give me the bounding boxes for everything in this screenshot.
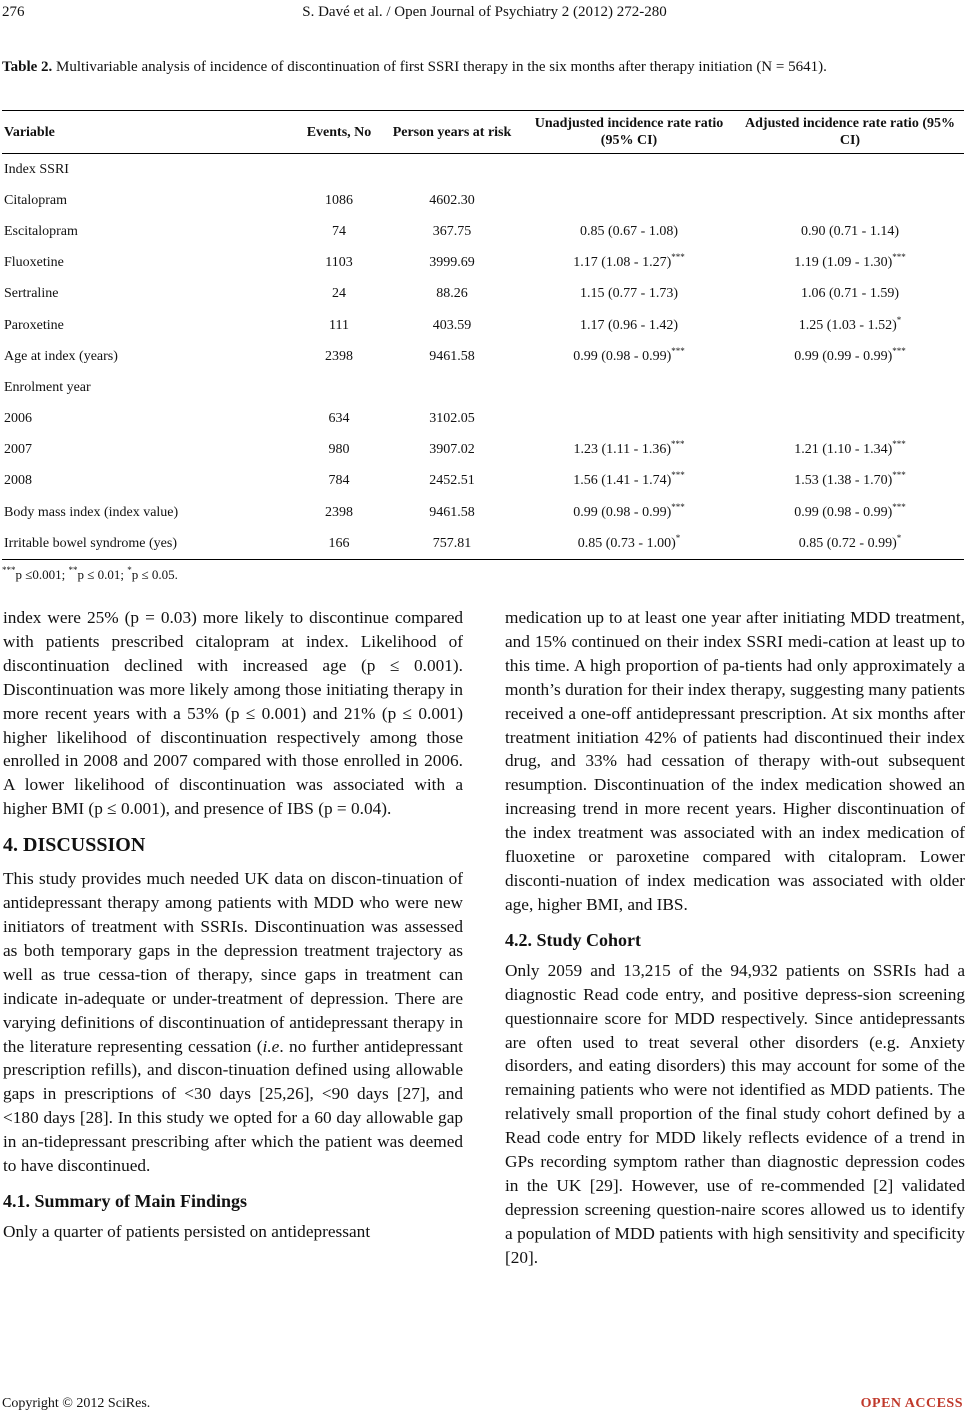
cell-events-text: 980 bbox=[328, 442, 350, 458]
table-row bbox=[2, 279, 964, 310]
cell-adjusted-irr bbox=[736, 435, 964, 466]
cell-variable bbox=[2, 216, 296, 247]
cell-variable-text: 2008 bbox=[4, 473, 32, 489]
cell-variable-text: Irritable bowel syndrome (yes) bbox=[4, 535, 177, 551]
cell-unadjusted-irr-text: 1.17 (1.08 - 1.27) bbox=[573, 255, 672, 271]
cell-variable-text: Paroxetine bbox=[4, 317, 64, 333]
section-heading-discussion: 4. DISCUSSION bbox=[3, 834, 146, 857]
cell-adjusted-irr-text: 0.99 (0.98 - 0.99) bbox=[794, 504, 893, 520]
cell-unadjusted-irr bbox=[522, 404, 736, 435]
footnote-marker: *** bbox=[2, 565, 16, 575]
cell-variable-text: Citalopram bbox=[4, 192, 67, 208]
cell-variable bbox=[2, 341, 296, 372]
cell-variable bbox=[2, 435, 296, 466]
cell-person-years bbox=[382, 435, 522, 466]
footnote-text: p ≤ 0.01; bbox=[77, 567, 128, 582]
significance-marker: *** bbox=[892, 470, 906, 481]
cell-adjusted-irr bbox=[736, 216, 964, 247]
right-column bbox=[505, 606, 965, 1270]
cell-events bbox=[296, 404, 382, 435]
table-body bbox=[2, 154, 964, 560]
cell-variable-text: Age at index (years) bbox=[4, 348, 118, 364]
table-row bbox=[2, 435, 964, 466]
page-header bbox=[0, 4, 969, 24]
cell-events-text: 24 bbox=[332, 286, 346, 302]
significance-marker: * bbox=[675, 532, 681, 543]
page-number: 276 bbox=[2, 4, 25, 20]
cell-unadjusted-irr bbox=[522, 435, 736, 466]
cell-unadjusted-irr bbox=[522, 497, 736, 528]
cell-variable bbox=[2, 497, 296, 528]
significance-marker: *** bbox=[892, 345, 906, 356]
table-caption-text: Multivariable analysis of incidence of discontinuation of first SSRI therapy in the six months after therapy initiation (N = 5641). bbox=[56, 59, 827, 75]
cell-variable-text: 2006 bbox=[4, 411, 32, 427]
cell-events bbox=[296, 435, 382, 466]
cell-adjusted-irr bbox=[736, 372, 964, 403]
column-header-adjusted: Adjusted incidence rate ratio (95% CI) bbox=[736, 111, 964, 154]
cell-person-years bbox=[382, 466, 522, 497]
cell-events bbox=[296, 466, 382, 497]
cell-adjusted-irr bbox=[736, 248, 964, 279]
significance-marker: *** bbox=[892, 439, 906, 450]
cell-variable bbox=[2, 466, 296, 497]
table-row bbox=[2, 248, 964, 279]
cell-unadjusted-irr-text: 0.85 (0.67 - 1.08) bbox=[580, 223, 678, 239]
cell-person-years-text: 9461.58 bbox=[429, 348, 475, 364]
cell-events-text: 1086 bbox=[325, 192, 353, 208]
table-row bbox=[2, 341, 964, 372]
paragraph: Only 2059 and 13,215 of the 94,932 patients on SSRIs had a diagnostic Read code entry, and positive depress-sion screening questionnaire score for MDD respectively. Since antidepressants are often used to treat several other disorders (e.g. Anxiety disorders, and eating disorders) this may account for some of the remaining patients who were not identified as MDD patients. The relatively small proportion of the final study cohort defined by a Read code entry for MDD likely reflects evidence of a trend in GPs recording symptom rather than diagnostic depression codes in the UK [29]. However, use of re-commended [2] validated depression screening question-naire scores allowed us to identify a population of MDD patients with high sensitivity and specificity [20]. bbox=[505, 960, 965, 1267]
cell-adjusted-irr-text: 1.06 (0.71 - 1.59) bbox=[801, 286, 899, 302]
table-row bbox=[2, 185, 964, 216]
cell-person-years-text: 88.26 bbox=[436, 286, 468, 302]
cell-person-years-text: 757.81 bbox=[432, 535, 472, 551]
significance-marker: *** bbox=[671, 501, 685, 512]
running-head: S. Davé et al. / Open Journal of Psychiatry 2 (2012) 272-280 bbox=[302, 4, 667, 20]
cell-adjusted-irr bbox=[736, 185, 964, 216]
cell-unadjusted-irr bbox=[522, 248, 736, 279]
paragraph bbox=[3, 867, 463, 1178]
cell-adjusted-irr bbox=[736, 528, 964, 560]
significance-marker: *** bbox=[892, 252, 906, 263]
cell-person-years bbox=[382, 372, 522, 403]
cell-unadjusted-irr-text: 1.15 (0.77 - 1.73) bbox=[580, 286, 678, 302]
italic-text: i.e bbox=[262, 1036, 280, 1056]
cell-adjusted-irr bbox=[736, 341, 964, 372]
cell-adjusted-irr bbox=[736, 466, 964, 497]
cell-adjusted-irr bbox=[736, 154, 964, 186]
cell-person-years-text: 3907.02 bbox=[429, 442, 475, 458]
cell-person-years bbox=[382, 154, 522, 186]
cell-adjusted-irr-text: 1.19 (1.09 - 1.30) bbox=[794, 255, 893, 271]
cell-person-years bbox=[382, 310, 522, 341]
cell-events bbox=[296, 154, 382, 186]
open-access-label: OPEN ACCESS bbox=[860, 1396, 963, 1411]
cell-events bbox=[296, 279, 382, 310]
cell-variable-text: Fluoxetine bbox=[4, 255, 64, 271]
cell-variable bbox=[2, 404, 296, 435]
table-row bbox=[2, 528, 964, 560]
cell-unadjusted-irr-text: 1.17 (0.96 - 1.42) bbox=[580, 317, 678, 333]
cell-events bbox=[296, 216, 382, 247]
paragraph-text: . no further antidepressant prescription refills), and discon-tinuation defined using allowable gaps in prescriptions of <30 days [25,26], <90 days [27], and <180 days [28]. In this study we opted for a 60 day allowable gap in an-tidepressant prescribing after which the patient was deemed to have discontinued. bbox=[3, 1036, 463, 1176]
significance-marker: *** bbox=[671, 470, 685, 481]
cell-unadjusted-irr-text: 1.56 (1.41 - 1.74) bbox=[573, 473, 672, 489]
cell-unadjusted-irr-text: 1.23 (1.11 - 1.36) bbox=[573, 442, 671, 458]
cell-person-years bbox=[382, 341, 522, 372]
cell-person-years-text: 4602.30 bbox=[429, 192, 475, 208]
cell-unadjusted-irr bbox=[522, 185, 736, 216]
cell-adjusted-irr-text: 0.90 (0.71 - 1.14) bbox=[801, 223, 899, 239]
cell-adjusted-irr-text: 0.99 (0.99 - 0.99) bbox=[794, 348, 893, 364]
cell-events-text: 111 bbox=[329, 317, 349, 333]
cell-variable-text: Enrolment year bbox=[4, 379, 91, 395]
cell-variable bbox=[2, 279, 296, 310]
cell-variable bbox=[2, 310, 296, 341]
table-header-row bbox=[2, 111, 964, 154]
table-row bbox=[2, 404, 964, 435]
cell-person-years-text: 3999.69 bbox=[429, 255, 475, 271]
cell-unadjusted-irr-text: 0.99 (0.98 - 0.99) bbox=[573, 504, 672, 520]
table-row bbox=[2, 154, 964, 186]
significance-marker: *** bbox=[670, 439, 685, 450]
cell-unadjusted-irr bbox=[522, 310, 736, 341]
cell-unadjusted-irr bbox=[522, 216, 736, 247]
cell-variable bbox=[2, 248, 296, 279]
paragraph: Only a quarter of patients persisted on antidepressant bbox=[3, 1221, 371, 1241]
cell-events bbox=[296, 310, 382, 341]
significance-marker: *** bbox=[671, 252, 685, 263]
cell-unadjusted-irr bbox=[522, 372, 736, 403]
copyright-notice: Copyright © 2012 SciRes. bbox=[2, 1396, 151, 1411]
cell-person-years-text: 367.75 bbox=[432, 223, 472, 239]
cell-person-years-text: 2452.51 bbox=[429, 473, 475, 489]
table-row bbox=[2, 372, 964, 403]
column-header-variable: Variable bbox=[2, 111, 296, 154]
cell-adjusted-irr bbox=[736, 310, 964, 341]
cell-events-text: 784 bbox=[328, 473, 350, 489]
paragraph: medication up to at least one year after initiating MDD treatment, and 15% continued on their index SSRI medi-cation at least up to this time. A high proportion of pa-tients had only approximately a month’s duration for their index therapy, suggesting many patients received a one-off antidepressant prescription. At six months after treatment initiation 42% of patients had discontinued their index drug, and 33% had cessation of therapy with-out subsequent resumption. Discontinuation of the index medication showed an increasing trend in more recent years. Higher discontinuation of the index treatment was associated with an index medication of fluoxetine or paroxetine compared with citalopram. Lower disconti-nuation of index medication was associated with older age, higher BMI, and IBS. bbox=[505, 608, 965, 914]
cell-events-text: 2398 bbox=[325, 348, 353, 364]
column-header-events: Events, No bbox=[296, 111, 382, 154]
cell-adjusted-irr-text: 1.21 (1.10 - 1.34) bbox=[794, 442, 893, 458]
paragraph-text: This study provides much needed UK data on discon-tinuation of antidepressant therapy among patients with MDD who were new initiators of treatment with SSRIs. Discontinuation was assessed as both temporary gaps in the depression treatment trajectory as well as true cessa-tion of therapy, since gaps in treatment can indicate in-adequate or under-treatment of depression. There are varying definitions of discontinuation of antidepressant therapy in the literature representing cessation ( bbox=[3, 869, 463, 1056]
cell-events bbox=[296, 185, 382, 216]
cell-events bbox=[296, 372, 382, 403]
cell-events-text: 1103 bbox=[325, 255, 353, 271]
cell-variable-text: Sertraline bbox=[4, 286, 59, 302]
cell-events bbox=[296, 341, 382, 372]
cell-adjusted-irr bbox=[736, 404, 964, 435]
cell-person-years-text: 9461.58 bbox=[429, 504, 475, 520]
table-footnote bbox=[2, 567, 178, 583]
footnote-text: p ≤ 0.05. bbox=[131, 567, 178, 582]
cell-events bbox=[296, 497, 382, 528]
cell-variable bbox=[2, 372, 296, 403]
cell-events-text: 74 bbox=[332, 223, 346, 239]
cell-events bbox=[296, 248, 382, 279]
cell-unadjusted-irr-text: 0.99 (0.98 - 0.99) bbox=[573, 348, 672, 364]
cell-person-years bbox=[382, 185, 522, 216]
cell-events-text: 166 bbox=[328, 535, 350, 551]
cell-variable-text: Escitalopram bbox=[4, 223, 78, 239]
cell-unadjusted-irr bbox=[522, 154, 736, 186]
significance-marker: * bbox=[896, 532, 902, 543]
cell-variable-text: Body mass index (index value) bbox=[4, 504, 179, 520]
left-column bbox=[3, 606, 463, 1244]
cell-variable-text: Index SSRI bbox=[4, 161, 69, 177]
footnote-text: p ≤0.001; bbox=[15, 567, 69, 582]
cell-unadjusted-irr-text: 0.85 (0.73 - 1.00) bbox=[577, 535, 676, 551]
significance-marker: *** bbox=[892, 501, 906, 512]
table-row bbox=[2, 216, 964, 247]
cell-unadjusted-irr bbox=[522, 279, 736, 310]
cell-person-years bbox=[382, 248, 522, 279]
footnote-marker: * bbox=[127, 565, 132, 575]
cell-adjusted-irr-text: 0.85 (0.72 - 0.99) bbox=[798, 535, 897, 551]
cell-events-text: 2398 bbox=[325, 504, 353, 520]
cell-adjusted-irr bbox=[736, 497, 964, 528]
cell-variable bbox=[2, 154, 296, 186]
table-caption-label: Table 2. bbox=[2, 59, 53, 75]
cell-unadjusted-irr bbox=[522, 528, 736, 560]
column-header-unadjusted: Unadjusted incidence rate ratio (95% CI) bbox=[522, 111, 736, 154]
cell-person-years bbox=[382, 404, 522, 435]
table-row bbox=[2, 466, 964, 497]
cell-person-years bbox=[382, 528, 522, 560]
cell-person-years-text: 3102.05 bbox=[429, 411, 475, 427]
cell-person-years bbox=[382, 216, 522, 247]
cell-variable bbox=[2, 528, 296, 560]
subsection-heading-study-cohort: 4.2. Study Cohort bbox=[505, 929, 642, 950]
footnote-marker: ** bbox=[68, 565, 78, 575]
table-row bbox=[2, 310, 964, 341]
cell-adjusted-irr-text: 1.25 (1.03 - 1.52) bbox=[798, 317, 897, 333]
cell-variable-text: 2007 bbox=[4, 442, 32, 458]
significance-marker: *** bbox=[671, 345, 685, 356]
cell-events bbox=[296, 528, 382, 560]
cell-person-years bbox=[382, 497, 522, 528]
table-row bbox=[2, 497, 964, 528]
column-header-person-years: Person years at risk bbox=[382, 111, 522, 154]
paragraph: index were 25% (p = 0.03) more likely to discontinue compared with patients prescribed citalopram at index. Likelihood of discontinuation declined with increased age (p ≤ 0.001). Discontinuation was more likely among those initiating therapy in more recent years with a 53% (p ≤ 0.001) and 21% (p ≤ 0.001) higher likelihood of discontinuation respectively among those enrolled in 2008 and 2007 compared with those enrolled in 2006. A lower likelihood of discontinuation was associated with a higher BMI (p ≤ 0.001), and presence of IBS (p = 0.04). bbox=[3, 608, 463, 819]
cell-variable bbox=[2, 185, 296, 216]
subsection-heading-main-findings: 4.1. Summary of Main Findings bbox=[3, 1190, 248, 1211]
cell-adjusted-irr-text: 1.53 (1.38 - 1.70) bbox=[794, 473, 893, 489]
significance-marker: * bbox=[896, 314, 902, 325]
cell-unadjusted-irr bbox=[522, 466, 736, 497]
cell-person-years bbox=[382, 279, 522, 310]
cell-person-years-text: 403.59 bbox=[432, 317, 472, 333]
cell-adjusted-irr bbox=[736, 279, 964, 310]
results-table bbox=[2, 110, 964, 560]
cell-events-text: 634 bbox=[328, 411, 350, 427]
cell-unadjusted-irr bbox=[522, 341, 736, 372]
table-caption bbox=[2, 58, 964, 77]
